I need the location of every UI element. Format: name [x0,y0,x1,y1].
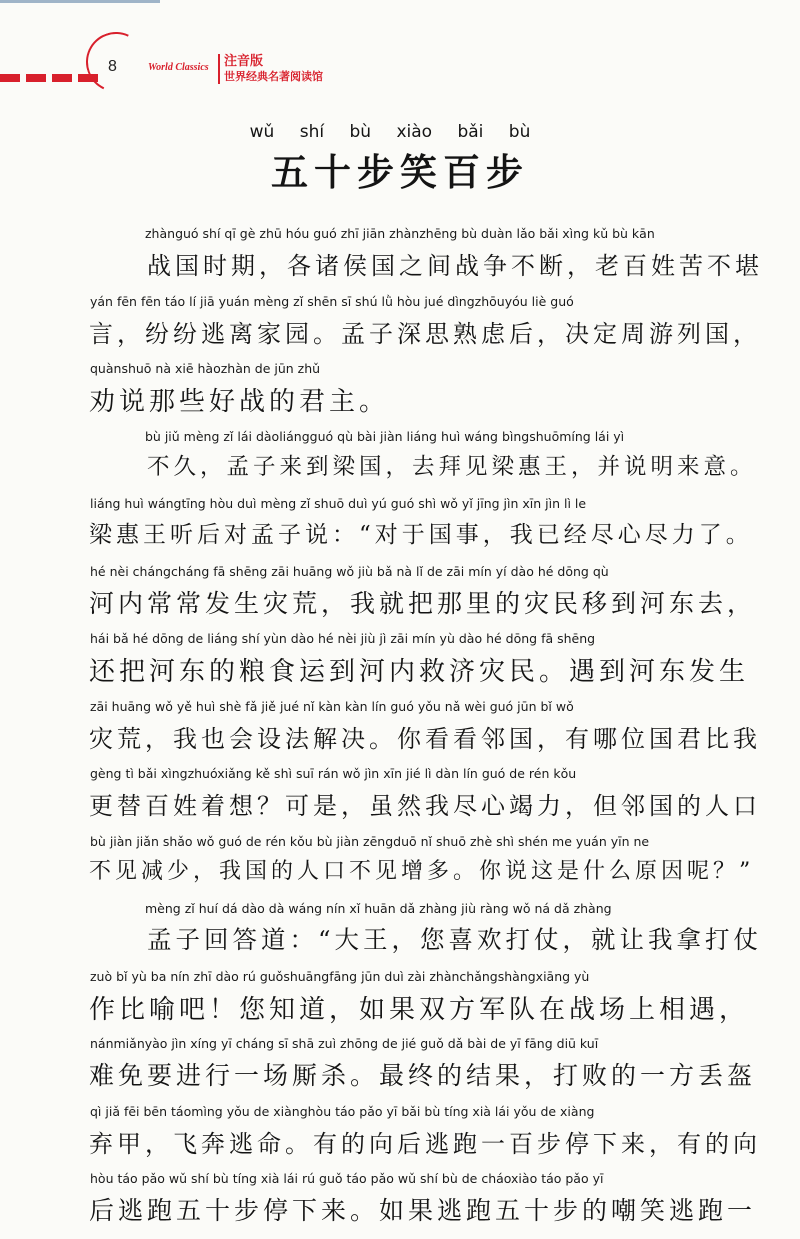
text-line-4 [0,429,800,497]
hanzi-line: 言，纷纷逃离家园。孟子深思熟虑后，决定周游列国， [89,319,761,348]
series-title-english: World Classics [148,62,209,73]
story-title: 五十步笑百步 [271,150,529,194]
hanzi-line: 作比喻吧！您知道，如果双方军队在战场上相遇， [89,994,750,1025]
hanzi-line: 后逃跑五十步停下来。如果逃跑五十步的嘲笑逃跑一 [89,1196,757,1225]
header-dash-bar [0,74,100,82]
pinyin-line: bù jiàn jiǎn shǎo wǒ guó de rén kǒu bù jiàn zēngduō nǐ shuō zhè shì shén me yuán yīn ne [90,833,650,849]
text-line-3 [0,361,800,429]
hanzi-line: 难免要进行一场厮杀。最终的结果，打败的一方丢盔 [89,1061,757,1090]
series-subtitle: 注音版 [224,54,264,69]
pinyin-line: quànshuō nà xiē hàozhàn de jūn zhǔ [90,361,321,376]
text-line-12 [0,969,800,1037]
hanzi-line: 弃甲，飞奔逃命。有的向后逃跑一百步停下来，有的向 [89,1129,761,1158]
hanzi-line: 河内常常发生灾荒，我就把那里的灾民移到河东去， [89,588,757,618]
text-line-1 [0,226,800,294]
hanzi-line: 还把河东的粮食运到河内救济灾民。遇到河东发生 [89,657,750,687]
text-line-8 [0,699,800,767]
pinyin-line: gèng tì bǎi xìngzhuóxiǎng kě shì suī rán wǒ jìn xīn jié lì dàn lín guó de rén kǒu [90,766,577,781]
page-header [0,30,800,110]
pinyin-line: yán fēn fēn táo lí jiā yuán mèng zǐ shēn sī shú lǜ hòu jué dìngzhōuyóu liè guó [90,293,574,309]
text-line-13 [0,1036,800,1104]
hanzi-line: 灾荒，我也会设法解决。你看看邻国，有哪位国君比我 [89,724,761,753]
story-title-block [0,122,800,196]
pinyin-line: bù jiǔ mèng zǐ lái dàoliángguó qù bài jiàn liáng huì wáng bìngshuōmíng lái yì [145,428,625,444]
hanzi-line: 战国时期，各诸侯国之间战争不断，老百姓苦不堪 [147,252,763,280]
page-number: 8 [108,58,117,75]
top-edge-line [0,0,160,3]
text-line-6 [0,564,800,632]
text-line-2 [0,294,800,362]
pinyin-line: mèng zǐ huí dá dào dà wáng nín xǐ huān dǎ zhàng jiù ràng wǒ ná dǎ zhàng [145,901,612,916]
hanzi-line: 劝说那些好战的君主。 [89,387,390,417]
hanzi-line: 更替百姓着想？可是，虽然我尽心竭力，但邻国的人口 [89,792,761,820]
pinyin-line: zāi huāng wǒ yě huì shè fǎ jiě jué nǐ kàn kàn lín guó yǒu nǎ wèi guó jūn bǐ wǒ [90,698,574,714]
text-line-7 [0,631,800,699]
hanzi-line: 梁惠王听后对孟子说：“对于国事，我已经尽心尽力了。 [89,522,753,548]
hanzi-line: 孟子回答道：“大王，您喜欢打仗，就让我拿打仗 [147,925,763,954]
text-line-11 [0,901,800,969]
text-line-10 [0,834,800,902]
pinyin-line: hái bǎ hé dōng de liáng shí yùn dào hé nèi jiù jì zāi mín yù dào hé dōng fā shēng [90,631,596,646]
story-body [0,226,800,1239]
pinyin-line: hé nèi chángcháng fā shēng zāi huāng wǒ jiù bǎ nà lǐ de zāi mín yí dào hé dōng qù [90,563,609,579]
series-title-box [218,54,323,84]
pinyin-line: zhànguó shí qī gè zhū hóu guó zhī jiān zhànzhēng bù duàn lǎo bǎi xìng kǔ bù kān [145,226,655,241]
story-title-pinyin: wǔ shí bù xiào bǎi bù [249,122,531,142]
text-line-15 [0,1171,800,1239]
pinyin-line: liáng huì wángtīng hòu duì mèng zǐ shuō duì yú guó shì wǒ yǐ jīng jìn xīn jìn lì le [90,496,587,511]
pinyin-line: nánmiǎnyào jìn xíng yī cháng sī shā zuì zhōng de jié guǒ dǎ bài de yī fāng diū kuī [90,1036,599,1051]
text-line-5 [0,496,800,564]
pinyin-line: zuò bǐ yù ba nín zhī dào rú guǒshuāngfāng jūn duì zài zhànchǎngshàngxiāng yù [90,968,590,984]
series-title-chinese: 世界经典名著阅读馆 [224,70,323,83]
hanzi-line: 不见减少，我国的人口不见增多。你说这是什么原因呢？” [89,858,755,884]
text-line-9 [0,766,800,834]
pinyin-line: qì jiǎ fēi bēn táomìng yǒu de xiànghòu táo pǎo yī bǎi bù tíng xià lái yǒu de xiàng [90,1103,595,1119]
pinyin-line: hòu táo pǎo wǔ shí bù tíng xià lái rú guǒ táo pǎo wǔ shí bù de cháoxiào táo pǎo yī [90,1171,604,1186]
hanzi-line: 不久，孟子来到梁国，去拜见梁惠王，并说明来意。 [147,453,757,480]
text-line-14 [0,1104,800,1172]
